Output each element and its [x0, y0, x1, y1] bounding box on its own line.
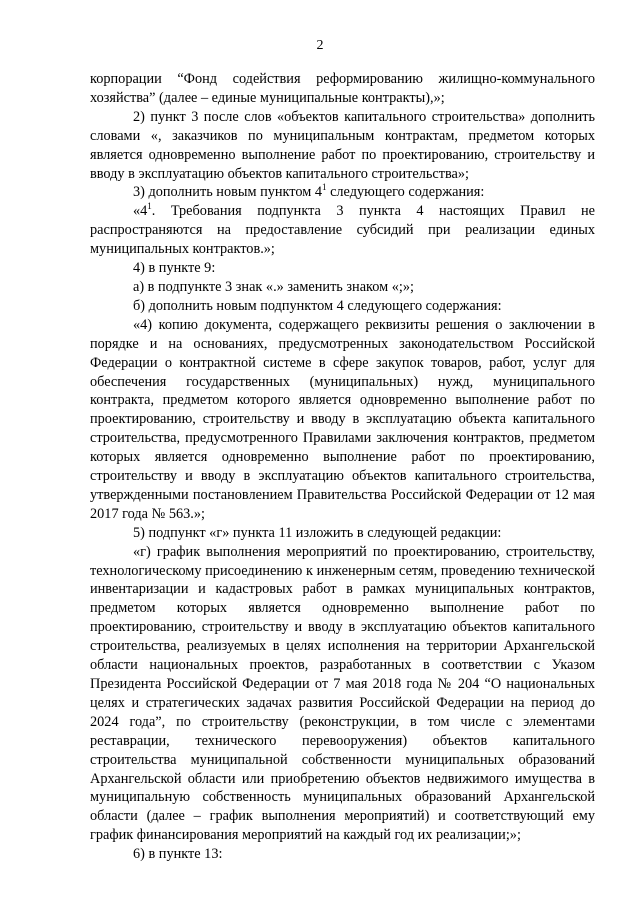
paragraph-subpoint-g: «г) график выполнения мероприятий по проектированию, строительству, технологическому присоединению к инженерным сетям, проведению технической инвентаризации и кадастровых работ в рамках муниципальных контрактов, предметом которых является одновременно выполнение работ по проектированию, строительству и вводу в эксплуатацию объектов капитального строительства, реализуемых в целях исполнения на территории Архангельской области национальных проектов, разработанных в соответствии с Указом Президента Российской Федерации от 7 мая 2018 года № 204 “О национальных целях и стратегических задачах развития Российской Федерации на период до 2024 года”, по строительству (реконструкции, в том числе с элементами реставрации, технического перевооружения) объектов капитального строительства муниципальной собственности муниципальных образований Архангельской области или приобретению объектов недвижимого имущества в муниципальную собственность муниципальных образований Архангельской области (далее – график выполнения мероприятий) и соответствующий ему график финансирования мероприятий на каждый год их реализации;»;	[90, 543, 595, 844]
superscript-1: 1	[322, 182, 327, 193]
paragraph-point-4-1-tail: . Требования подпункта 3 пункта 4 настоящих Правил не распространяются на предоставление субсидий при реализации единых муниципальных контрактов.»;	[90, 203, 595, 258]
document-body	[90, 70, 595, 864]
paragraph-subitem-a: а) в подпункте 3 знак «.» заменить знаком «;»;	[133, 278, 415, 295]
paragraph-point-4-1	[90, 202, 595, 259]
paragraph-item-2: 2) пункт 3 после слов «объектов капитального строительства» дополнить словами «, заказчиков по муниципальным контрактам, предметом которых является одновременно выполнение работ по проектированию, строительству и вводу в эксплуатацию объектов капитального строительства»;	[90, 108, 595, 182]
paragraph-subpoint-4: «4) копию документа, содержащего реквизиты решения о заключении в порядке и на основаниях, предусмотренных законодательством Российской Федерации о контрактной системе в сфере закупок товаров, работ, услуг для обеспечения государственных (муниципальных) нужд, муниципального контракта, предметом которого является одновременно выполнение работ по проектированию, строительству и вводу в эксплуатацию объекта капитального строительства, предусмотренного Правилами заключения контрактов, предметом которых является одновременно выполнение работ по проектированию, строительству и вводу в эксплуатацию объектов капитального строительства, утвержденными постановлением Правительства Российской Федерации от 12 мая 2017 года № 563.»;	[90, 316, 595, 522]
page-number: 2	[316, 38, 324, 53]
paragraph-1: корпорации “Фонд содействия реформированию жилищно-коммунального хозяйства” (далее – единые муниципальные контракты),»;	[90, 71, 595, 106]
paragraph-item-3-text: 3) дополнить новым пунктом 4	[133, 184, 322, 201]
paragraph-point-4-1-text: «4	[133, 203, 148, 220]
paragraph-item-3	[90, 183, 595, 202]
superscript-1: 1	[147, 201, 152, 212]
paragraph-subitem-b: б) дополнить новым подпунктом 4 следующего содержания:	[133, 297, 502, 314]
paragraph-item-4: 4) в пункте 9:	[133, 260, 216, 277]
paragraph-item-3-tail: следующего содержания:	[326, 184, 485, 201]
paragraph-item-5: 5) подпункт «г» пункта 11 изложить в следующей редакции:	[133, 524, 502, 541]
paragraph-item-6: 6) в пункте 13:	[133, 846, 223, 863]
